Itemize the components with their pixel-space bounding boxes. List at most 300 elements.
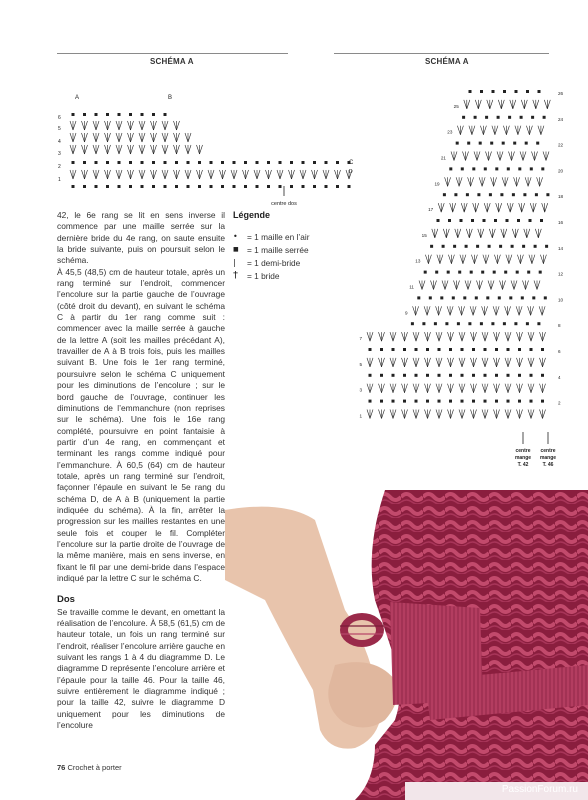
stitch-symbol bbox=[499, 203, 502, 212]
stitch-symbol bbox=[466, 229, 469, 238]
stitch-symbol bbox=[403, 400, 406, 403]
stitch-symbol bbox=[488, 245, 491, 248]
stitch-symbol bbox=[507, 400, 510, 403]
stitch-symbol bbox=[509, 296, 512, 299]
row-number: 2 bbox=[558, 400, 561, 406]
left-diagram-stitches bbox=[70, 113, 352, 188]
legend-item bbox=[233, 256, 363, 269]
stitch-symbol bbox=[105, 170, 108, 179]
stitch-symbol bbox=[531, 332, 534, 341]
bangle bbox=[340, 613, 384, 647]
stitch-symbol bbox=[509, 152, 512, 161]
stitch-symbol bbox=[106, 185, 109, 188]
stitch-symbol bbox=[482, 177, 485, 186]
stitch-symbol bbox=[459, 384, 462, 393]
stitch-symbol bbox=[438, 348, 441, 351]
row-number: 6 bbox=[558, 349, 561, 354]
page-footer bbox=[57, 763, 122, 772]
stitch-symbol bbox=[315, 170, 318, 179]
stitch-symbol bbox=[390, 410, 393, 419]
stitch-symbol bbox=[118, 161, 121, 164]
stitch-symbol bbox=[162, 170, 165, 179]
row-number: 12 bbox=[558, 271, 564, 277]
stitch-symbol bbox=[116, 170, 119, 179]
stitch-symbol bbox=[498, 296, 501, 299]
row-number: 4 bbox=[558, 374, 561, 380]
stitch-symbol bbox=[532, 152, 535, 161]
stitch-symbol bbox=[526, 281, 529, 290]
stitch-symbol bbox=[469, 90, 472, 93]
stitch-symbol bbox=[370, 384, 373, 393]
stitch-symbol bbox=[449, 167, 452, 170]
stitch-symbol bbox=[466, 152, 469, 161]
stitch-symbol bbox=[70, 133, 73, 142]
stitch-symbol bbox=[415, 400, 418, 403]
stitch-symbol bbox=[536, 142, 539, 145]
stitch-symbol bbox=[520, 358, 523, 367]
stitch-symbol bbox=[500, 152, 503, 161]
stitch-symbol bbox=[499, 245, 502, 248]
stitch-symbol bbox=[497, 116, 500, 119]
stitch-symbol bbox=[463, 152, 466, 161]
stitch-symbol bbox=[465, 245, 468, 248]
stitch-symbol bbox=[471, 358, 474, 367]
stitch-symbol bbox=[496, 306, 499, 315]
stitch-symbol bbox=[393, 358, 396, 367]
row-number: 26 bbox=[558, 91, 564, 96]
stitch-symbol bbox=[512, 193, 515, 196]
stitch-symbol bbox=[256, 185, 259, 188]
stitch-symbol bbox=[108, 121, 111, 130]
stitch-symbol bbox=[72, 161, 75, 164]
stitch-symbol bbox=[141, 161, 144, 164]
stitch-symbol bbox=[429, 296, 432, 299]
stitch-symbol bbox=[479, 177, 482, 186]
stitch-symbol bbox=[174, 145, 177, 154]
stitch-symbol bbox=[520, 116, 523, 119]
stitch-symbol bbox=[518, 348, 521, 351]
stitch-symbol bbox=[437, 255, 440, 264]
stitch-symbol bbox=[508, 358, 511, 367]
stitch-symbol bbox=[527, 271, 530, 274]
stitch-symbol bbox=[82, 170, 85, 179]
stitch-symbol bbox=[485, 116, 488, 119]
stitch-symbol bbox=[442, 245, 445, 248]
stitch-symbol bbox=[142, 121, 145, 130]
stitch-symbol bbox=[382, 332, 385, 341]
stitch-symbol bbox=[481, 229, 484, 238]
stitch-symbol bbox=[85, 145, 88, 154]
stitch-symbol bbox=[108, 145, 111, 154]
stitch-symbol bbox=[392, 400, 395, 403]
stitch-symbol bbox=[312, 170, 315, 179]
stitch-symbol bbox=[465, 281, 468, 290]
stitch-symbol bbox=[277, 170, 280, 179]
stitch-symbol bbox=[141, 185, 144, 188]
crochet-diagram-right bbox=[350, 82, 575, 482]
stitch-symbol bbox=[535, 229, 538, 238]
stitch-symbol bbox=[526, 90, 529, 93]
stitch-symbol bbox=[439, 358, 442, 367]
stitch-symbol bbox=[531, 410, 534, 419]
stitch-symbol bbox=[152, 161, 155, 164]
stitch-symbol bbox=[543, 410, 546, 419]
stitch-symbol bbox=[478, 229, 481, 238]
stitch-symbol bbox=[515, 90, 518, 93]
stitch-symbol bbox=[141, 113, 144, 116]
stitch-symbol bbox=[501, 100, 504, 109]
stitch-symbol bbox=[413, 332, 416, 341]
stitch-symbol bbox=[543, 152, 546, 161]
row-number: 1 bbox=[359, 413, 362, 419]
stitch-symbol bbox=[497, 358, 500, 367]
stitch-symbol bbox=[514, 281, 517, 290]
stitch-symbol bbox=[441, 203, 444, 212]
stitch-symbol bbox=[474, 255, 477, 264]
stitch-symbol bbox=[520, 255, 523, 264]
page-number: 76 bbox=[57, 763, 66, 772]
stitch-symbol bbox=[118, 113, 121, 116]
stitch-symbol bbox=[427, 306, 430, 315]
stitch-symbol bbox=[131, 145, 134, 154]
stitch-symbol bbox=[492, 126, 495, 135]
stitch-symbol bbox=[531, 384, 534, 393]
stitch-symbol bbox=[484, 167, 487, 170]
stitch-symbol bbox=[464, 100, 467, 109]
stitch-symbol bbox=[450, 203, 453, 212]
stitch-symbol bbox=[494, 332, 497, 341]
stitch-symbol bbox=[119, 170, 122, 179]
stitch-symbol bbox=[539, 306, 542, 315]
stitch-symbol bbox=[461, 374, 464, 377]
stitch-symbol bbox=[472, 126, 475, 135]
stitch-symbol bbox=[462, 306, 465, 315]
stitch-symbol bbox=[461, 203, 464, 212]
stitch-symbol bbox=[177, 133, 180, 142]
stitch-symbol bbox=[493, 271, 496, 274]
stitch-symbol bbox=[468, 322, 471, 325]
stitch-symbol bbox=[529, 126, 532, 135]
stitch-symbol bbox=[424, 271, 427, 274]
stitch-symbol bbox=[445, 281, 448, 290]
stitch-symbol bbox=[221, 161, 224, 164]
stitch-symbol bbox=[73, 145, 76, 154]
stitch-symbol bbox=[520, 152, 523, 161]
stitch-symbol bbox=[244, 185, 247, 188]
stitch-symbol bbox=[369, 348, 372, 351]
stitch-symbol bbox=[530, 348, 533, 351]
stitch-symbol bbox=[435, 229, 438, 238]
stitch-symbol bbox=[528, 384, 531, 393]
stitch-symbol bbox=[511, 281, 514, 290]
stitch-symbol bbox=[494, 358, 497, 367]
stitch-symbol bbox=[472, 374, 475, 377]
stitch-symbol bbox=[463, 296, 466, 299]
stitch-symbol bbox=[461, 400, 464, 403]
stitch-symbol bbox=[93, 145, 96, 154]
stitch-symbol bbox=[267, 161, 270, 164]
stitch-symbol bbox=[95, 161, 98, 164]
stitch-symbol bbox=[83, 185, 86, 188]
stitch-symbol bbox=[200, 170, 203, 179]
stitch-symbol bbox=[139, 121, 142, 130]
stitch-symbol bbox=[448, 332, 451, 341]
stitch-symbol bbox=[487, 100, 490, 109]
stitch-symbol bbox=[405, 358, 408, 367]
stitch-symbol bbox=[128, 121, 131, 130]
stitch-symbol bbox=[116, 121, 119, 130]
stitch-symbol bbox=[525, 177, 528, 186]
stitch-symbol bbox=[393, 332, 396, 341]
stitch-symbol bbox=[482, 332, 485, 341]
stitch-symbol bbox=[313, 185, 316, 188]
stitch-symbol bbox=[474, 384, 477, 393]
stitch-symbol bbox=[513, 142, 516, 145]
stitch-symbol bbox=[505, 384, 508, 393]
stitch-symbol bbox=[118, 185, 121, 188]
row-number: 5 bbox=[359, 361, 362, 367]
stitch-symbol bbox=[302, 185, 305, 188]
center-label-t42-line1: centre bbox=[515, 448, 531, 454]
stitch-symbol bbox=[544, 296, 547, 299]
stitch-symbol bbox=[393, 384, 396, 393]
header-rule-left bbox=[57, 53, 288, 54]
stitch-symbol bbox=[520, 410, 523, 419]
center-label-t46-line3: T. 46 bbox=[542, 462, 554, 468]
stitch-symbol bbox=[470, 271, 473, 274]
stitch-symbol bbox=[484, 348, 487, 351]
stitch-symbol bbox=[415, 374, 418, 377]
stitch-symbol bbox=[489, 193, 492, 196]
stitch-symbol bbox=[468, 177, 471, 186]
stitch-symbol bbox=[279, 161, 282, 164]
stitch-symbol bbox=[484, 374, 487, 377]
stitch-symbol bbox=[496, 203, 499, 212]
stitch-symbol bbox=[522, 245, 525, 248]
stitch-symbol bbox=[476, 245, 479, 248]
stitch-symbol bbox=[175, 161, 178, 164]
stitch-symbol bbox=[379, 410, 382, 419]
stitch-symbol bbox=[477, 152, 480, 161]
stitch-symbol bbox=[438, 203, 441, 212]
stitch-symbol bbox=[497, 332, 500, 341]
stitch-symbol bbox=[497, 152, 500, 161]
stitch-symbol bbox=[454, 193, 457, 196]
stitch-symbol bbox=[403, 348, 406, 351]
stitch-symbol bbox=[458, 229, 461, 238]
stitch-symbol bbox=[509, 255, 512, 264]
stitch-symbol bbox=[485, 358, 488, 367]
stitch-symbol bbox=[448, 410, 451, 419]
stitch-symbol bbox=[483, 219, 486, 222]
stitch-symbol bbox=[517, 177, 520, 186]
stitch-symbol bbox=[491, 281, 494, 290]
stitch-symbol bbox=[540, 410, 543, 419]
stitch-symbol bbox=[528, 306, 531, 315]
stitch-symbol bbox=[528, 358, 531, 367]
stitch-symbol bbox=[467, 100, 470, 109]
row-number: 15 bbox=[421, 232, 427, 238]
stitch-symbol bbox=[527, 229, 530, 238]
stitch-symbol bbox=[289, 170, 292, 179]
letter-a: A bbox=[75, 95, 80, 101]
stitch-symbol bbox=[500, 193, 503, 196]
stitch-symbol bbox=[508, 384, 511, 393]
stitch-symbol bbox=[413, 358, 416, 367]
stitch-symbol bbox=[511, 245, 514, 248]
single-crochet-icon: ■ bbox=[233, 246, 239, 253]
row-number: 5 bbox=[58, 126, 61, 132]
hand bbox=[328, 662, 397, 727]
stitch-symbol bbox=[451, 332, 454, 341]
stitch-symbol bbox=[72, 185, 75, 188]
stitch-symbol bbox=[490, 100, 493, 109]
stitch-symbol bbox=[480, 126, 483, 135]
stitch-symbol bbox=[500, 281, 503, 290]
stitch-symbol bbox=[119, 121, 122, 130]
stitch-symbol bbox=[474, 152, 477, 161]
stitch-symbol bbox=[234, 170, 237, 179]
stitch-symbol bbox=[82, 121, 85, 130]
stitch-symbol bbox=[462, 410, 465, 419]
stitch-symbol bbox=[530, 374, 533, 377]
stitch-symbol bbox=[453, 245, 456, 248]
stitch-symbol bbox=[95, 185, 98, 188]
stitch-symbol bbox=[267, 185, 270, 188]
stitch-symbol bbox=[139, 170, 142, 179]
stitch-symbol bbox=[484, 400, 487, 403]
stitch-symbol bbox=[491, 322, 494, 325]
stitch-symbol bbox=[467, 142, 470, 145]
stitch-symbol bbox=[382, 358, 385, 367]
stitch-symbol bbox=[514, 177, 517, 186]
stitch-symbol bbox=[256, 161, 259, 164]
stitch-symbol bbox=[482, 306, 485, 315]
stitch-symbol bbox=[530, 203, 533, 212]
stitch-symbol bbox=[484, 203, 487, 212]
magazine-name: Crochet à porter bbox=[67, 763, 122, 772]
stitch-symbol bbox=[73, 121, 76, 130]
stitch-symbol bbox=[131, 133, 134, 142]
stitch-symbol bbox=[518, 400, 521, 403]
stitch-symbol bbox=[530, 167, 533, 170]
stitch-symbol bbox=[545, 203, 548, 212]
legend-title: Légende bbox=[233, 210, 271, 220]
legend-label: = 1 maille en l’air bbox=[247, 231, 310, 242]
stitch-symbol bbox=[507, 203, 510, 212]
stitch-symbol bbox=[456, 177, 459, 186]
stitch-symbol bbox=[279, 185, 282, 188]
stitch-symbol bbox=[482, 384, 485, 393]
stitch-symbol bbox=[461, 167, 464, 170]
stitch-symbol bbox=[211, 170, 214, 179]
stitch-symbol bbox=[151, 170, 154, 179]
row-number: 6 bbox=[58, 115, 61, 121]
stitch-symbol bbox=[469, 126, 472, 135]
stitch-symbol bbox=[480, 90, 483, 93]
stitch-symbol bbox=[497, 410, 500, 419]
stitch-symbol bbox=[507, 374, 510, 377]
stitch-symbol bbox=[520, 384, 523, 393]
stitch-symbol bbox=[451, 384, 454, 393]
stitch-symbol bbox=[445, 177, 448, 186]
stitch-symbol bbox=[416, 306, 419, 315]
stitch-symbol bbox=[453, 203, 456, 212]
stitch-symbol bbox=[512, 152, 515, 161]
stitch-symbol bbox=[518, 126, 521, 135]
stitch-symbol bbox=[451, 410, 454, 419]
stitch-symbol bbox=[436, 410, 439, 419]
stitch-symbol bbox=[507, 348, 510, 351]
stitch-symbol bbox=[128, 133, 131, 142]
stitch-symbol bbox=[543, 332, 546, 341]
stitch-symbol bbox=[537, 177, 540, 186]
stitch-symbol bbox=[541, 348, 544, 351]
stitch-symbol bbox=[415, 348, 418, 351]
stitch-symbol bbox=[434, 281, 437, 290]
stitch-symbol bbox=[478, 100, 481, 109]
stitch-symbol bbox=[185, 170, 188, 179]
stitch-symbol bbox=[494, 219, 497, 222]
stitch-symbol bbox=[105, 121, 108, 130]
stitch-symbol bbox=[524, 229, 527, 238]
stitch-symbol bbox=[402, 384, 405, 393]
stitch-symbol bbox=[494, 410, 497, 419]
legend-label: = 1 maille serrée bbox=[247, 244, 309, 255]
stitch-symbol bbox=[151, 133, 154, 142]
stitch-symbol bbox=[233, 161, 236, 164]
stitch-symbol bbox=[336, 161, 339, 164]
stitch-symbol bbox=[505, 177, 508, 186]
legend bbox=[233, 210, 363, 282]
stitch-symbol bbox=[165, 133, 168, 142]
stitch-symbol bbox=[152, 113, 155, 116]
stitch-symbol bbox=[482, 358, 485, 367]
stitch-symbol bbox=[197, 145, 200, 154]
stitch-symbol bbox=[508, 410, 511, 419]
stitch-symbol bbox=[325, 161, 328, 164]
stitch-symbol bbox=[233, 185, 236, 188]
stitch-symbol bbox=[459, 410, 462, 419]
stitch-symbol bbox=[119, 145, 122, 154]
stitch-symbol bbox=[440, 296, 443, 299]
stitch-symbol bbox=[495, 126, 498, 135]
stitch-symbol bbox=[506, 219, 509, 222]
row-number: 10 bbox=[558, 297, 564, 303]
stitch-symbol bbox=[443, 229, 446, 238]
stitch-symbol bbox=[545, 245, 548, 248]
stitch-symbol bbox=[449, 374, 452, 377]
row-number: 24 bbox=[558, 116, 564, 122]
stitch-symbol bbox=[518, 374, 521, 377]
stitch-symbol bbox=[439, 306, 442, 315]
stitch-symbol bbox=[541, 126, 544, 135]
half-double-crochet-icon: | bbox=[233, 258, 236, 267]
stitch-symbol bbox=[436, 306, 439, 315]
stitch-symbol bbox=[379, 332, 382, 341]
stitch-symbol bbox=[116, 145, 119, 154]
stitch-symbol bbox=[540, 332, 543, 341]
stitch-symbol bbox=[198, 161, 201, 164]
stitch-symbol bbox=[475, 296, 478, 299]
stitch-symbol bbox=[73, 133, 76, 142]
stitch-symbol bbox=[450, 306, 453, 315]
stitch-symbol bbox=[379, 384, 382, 393]
stitch-symbol bbox=[448, 219, 451, 222]
stitch-symbol bbox=[370, 332, 373, 341]
stitch-symbol bbox=[165, 145, 168, 154]
stitch-symbol bbox=[471, 332, 474, 341]
